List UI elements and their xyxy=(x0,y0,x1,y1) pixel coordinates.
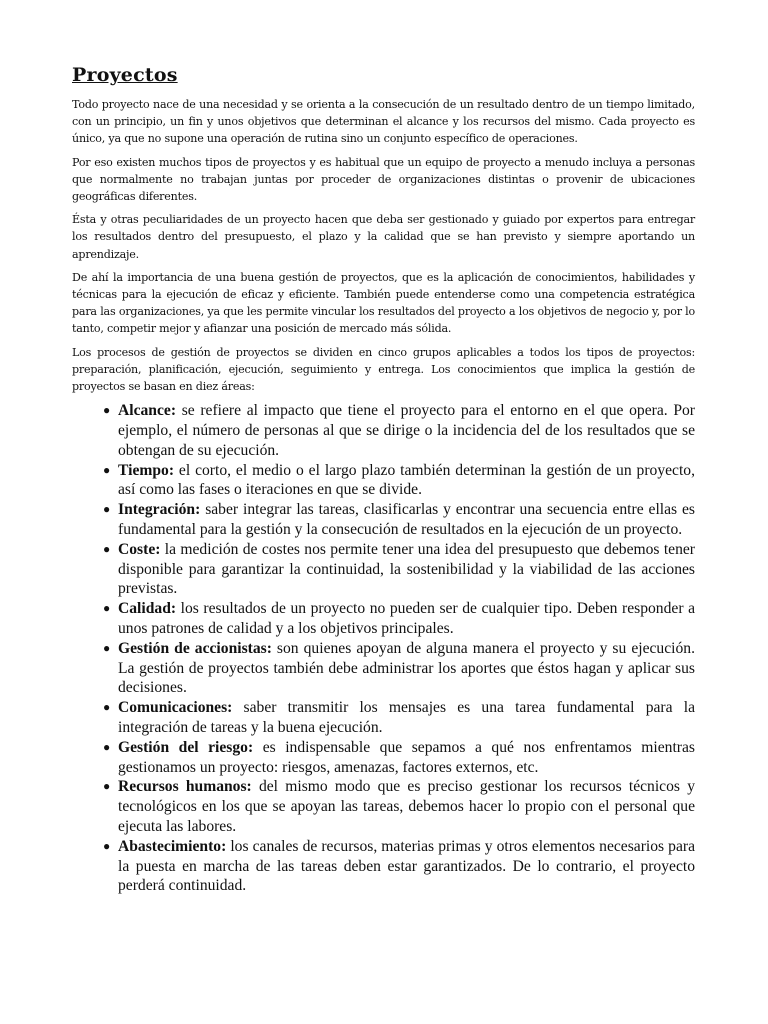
area-description: saber transmitir los mensajes es una tarea fundamental para la integración de tareas y la buena ejecución. xyxy=(118,699,695,736)
area-term: Tiempo: xyxy=(118,461,175,479)
bullet-icon: ● xyxy=(103,541,111,556)
page-title: Proyectos xyxy=(72,64,178,86)
paragraph-importance: De ahí la importancia de una buena gestión de proyectos, que es la aplicación de conocimientos, habilidades y técnicas para la ejecución de eficaz y eficiente. También puede entenderse como una competencia estratégica para las organizaciones, ya que les permite vincular los resultados del proyecto a los objetivos de negocio y, por lo tanto, competir mejor y afianzar una posición de mercado más sólida. xyxy=(72,270,695,336)
bullet-icon: ● xyxy=(103,779,111,794)
list-item-gestion-riesgo xyxy=(103,738,695,778)
knowledge-areas-list xyxy=(72,401,695,896)
list-item-calidad xyxy=(103,599,695,639)
area-description: son quienes apoyan de alguna manera el proyecto y su ejecución. La gestión de proyectos también debe administrar los aportes que éstos hagan y aplicar sus decisiones. xyxy=(118,639,695,697)
area-description: la medición de costes nos permite tener una idea del presupuesto que debemos tener disponible para garantizar la continuidad, la sostenibilidad y la viabilidad de las acciones previstas. xyxy=(118,540,695,598)
bullet-icon: ● xyxy=(103,739,111,754)
document-page xyxy=(72,64,695,896)
list-item-recursos-humanos xyxy=(103,777,695,836)
bullet-icon: ● xyxy=(103,601,111,616)
list-item-gestion-accionistas xyxy=(103,639,695,698)
area-term: Calidad: xyxy=(118,600,177,618)
area-term: Alcance: xyxy=(118,402,177,420)
area-term: Gestión de accionistas: xyxy=(118,639,272,657)
list-item-abastecimiento xyxy=(103,837,695,896)
paragraph-peculiarities: Ésta y otras peculiaridades de un proyecto hacen que deba ser gestionado y guiado por expertos para entregar los resultados dentro del presupuesto, el plazo y la calidad que se han previsto y siempre aportando un aprendizaje. xyxy=(72,213,695,261)
bullet-icon: ● xyxy=(103,640,111,655)
area-term: Abastecimiento: xyxy=(118,837,227,855)
bullet-icon: ● xyxy=(103,403,111,418)
bullet-icon: ● xyxy=(103,700,111,715)
area-description: los resultados de un proyecto no pueden ser de cualquier tipo. Deben responder a unos patrones de calidad y a los objetivos principales. xyxy=(118,600,695,638)
area-term: Recursos humanos: xyxy=(118,778,252,796)
bullet-icon: ● xyxy=(103,838,111,853)
area-description: es indispensable que sepamos a qué nos enfrentamos mientras gestionamos un proyecto: riesgos, amenazas, factores externos, etc. xyxy=(118,738,695,776)
list-item-comunicaciones xyxy=(103,698,695,738)
bullet-icon: ● xyxy=(103,462,111,477)
area-description: el corto, el medio o el largo plazo también determinan la gestión de un proyecto, así como las fases o iteraciones en que se divide. xyxy=(118,461,695,499)
area-description: saber integrar las tareas, clasificarlas y encontrar una secuencia entre ellas es fundamental para la gestión y la consecución de resultados en la ejecución de un proyecto. xyxy=(118,501,695,539)
list-item-tiempo xyxy=(103,461,695,501)
bullet-icon: ● xyxy=(103,502,111,517)
paragraph-intro: Todo proyecto nace de una necesidad y se orienta a la consecución de un resultado dentro de un tiempo limitado, con un principio, un fin y unos objetivos que determinan el alcance y los recursos del mismo. Cada proyecto es único, ya que no supone una operación de rutina sino un conjunto específico de operaciones. xyxy=(72,98,695,146)
area-term: Integración: xyxy=(118,501,201,519)
area-description: se refiere al impacto que tiene el proyecto para el entorno en el que opera. Por ejemplo, el número de personas al que se dirige o la incidencia del de los resultados que se obtengan de su ejecución. xyxy=(118,402,695,459)
list-item-alcance xyxy=(103,401,695,460)
area-term: Coste: xyxy=(118,540,161,558)
area-description: del mismo modo que es preciso gestionar los recursos técnicos y tecnológicos en los que se apoyan las tareas, debemos hacer lo propio con el personal que ejecuta las labores. xyxy=(118,778,695,835)
paragraph-processes: Los procesos de gestión de proyectos se dividen en cinco grupos aplicables a todos los tipos de proyectos: preparación, planificación, ejecución, seguimiento y entrega. Los conocimientos que implica la gestión de proyectos se basan en diez áreas: xyxy=(72,345,695,394)
paragraph-types: Por eso existen muchos tipos de proyectos y es habitual que un equipo de proyecto a menudo incluya a personas que normalmente no trabajan juntas por proceder de organizaciones distintas o provenir de ubicaciones geográficas diferentes. xyxy=(72,155,695,204)
area-description: los canales de recursos, materias primas y otros elementos necesarios para la puesta en marcha de las tareas deben estar garantizados. De lo contrario, el proyecto perderá continuidad. xyxy=(118,837,695,895)
list-item-coste xyxy=(103,540,695,599)
list-item-integracion xyxy=(103,500,695,540)
area-term: Comunicaciones: xyxy=(118,699,233,717)
area-term: Gestión del riesgo: xyxy=(118,738,254,756)
